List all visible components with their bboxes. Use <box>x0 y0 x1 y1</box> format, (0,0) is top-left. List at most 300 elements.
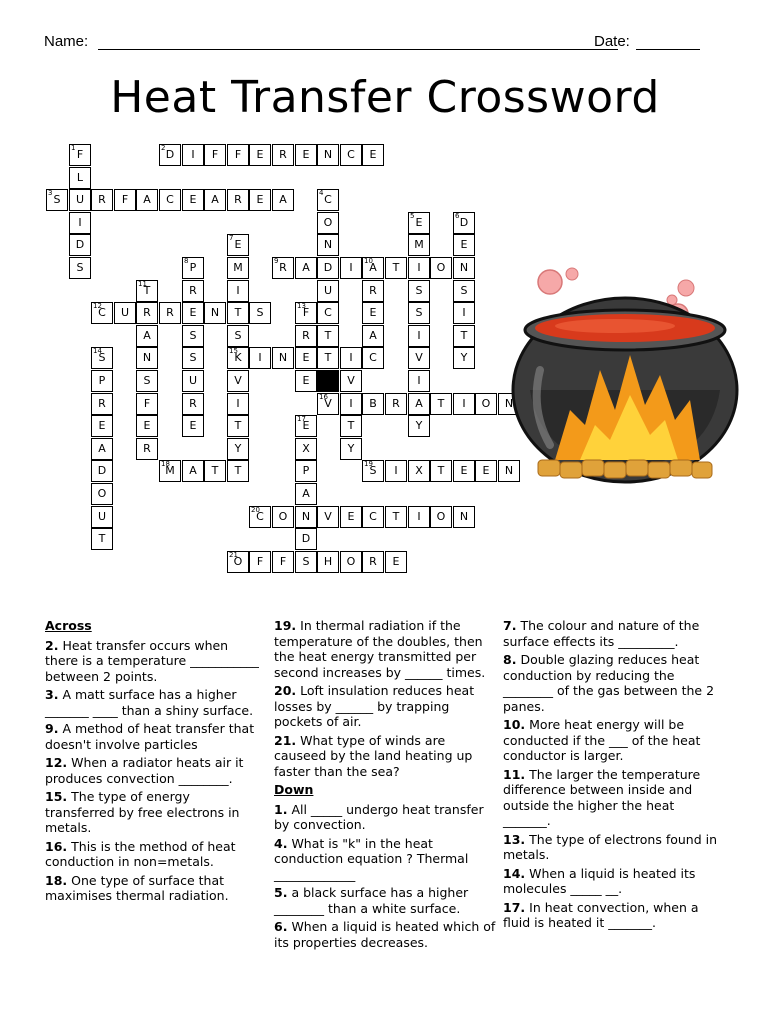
cell-letter: R <box>143 442 151 455</box>
crossword-cell[interactable] <box>91 370 113 392</box>
crossword-cell[interactable] <box>227 302 249 324</box>
crossword-cell[interactable] <box>430 257 452 279</box>
cell-letter: F <box>302 306 310 319</box>
cell-letter: E <box>256 148 264 161</box>
crossword-cell[interactable] <box>408 325 430 347</box>
crossword-cell[interactable] <box>385 506 407 528</box>
crossword-cell[interactable] <box>295 460 317 482</box>
cell-letter: R <box>279 148 287 161</box>
down-heading: Down <box>274 782 314 797</box>
clue-down-10: 10. More heat energy will be conducted if the ___ of the heat conductor is larger. <box>503 717 701 763</box>
crossword-cell[interactable] <box>453 393 475 415</box>
crossword-cell[interactable] <box>430 506 452 528</box>
cell-letter: A <box>143 193 151 206</box>
crossword-cell[interactable] <box>453 506 475 528</box>
cell-letter: S <box>53 193 61 206</box>
cell-letter: N <box>210 306 220 319</box>
cell-letter: R <box>189 397 197 410</box>
cell-letter: T <box>392 261 400 274</box>
cell-letter: F <box>234 148 242 161</box>
crossword-cell[interactable] <box>385 460 407 482</box>
crossword-cell[interactable] <box>408 212 430 234</box>
cell-letter: Y <box>234 442 242 455</box>
cell-letter: A <box>143 329 151 342</box>
clue-number: 8 <box>184 257 189 265</box>
cell-letter: C <box>369 351 377 364</box>
crossword-cell[interactable] <box>159 189 181 211</box>
cell-letter: D <box>459 216 469 229</box>
crossword-cell[interactable] <box>69 167 91 189</box>
cell-letter: I <box>417 374 421 387</box>
cell-letter: T <box>460 329 468 342</box>
crossword-cell[interactable] <box>136 347 158 369</box>
crossword-cell[interactable] <box>340 506 362 528</box>
cell-letter: C <box>166 193 174 206</box>
crossword-cell[interactable] <box>362 347 384 369</box>
crossword-cell[interactable] <box>136 415 158 437</box>
crossword-cell[interactable] <box>182 302 204 324</box>
crossword-cell[interactable] <box>475 460 497 482</box>
cell-letter: T <box>234 419 242 432</box>
cell-letter: S <box>189 329 197 342</box>
cell-letter: R <box>98 397 106 410</box>
cell-letter: N <box>459 510 469 523</box>
clue-number: 21 <box>229 551 238 559</box>
cell-letter: I <box>349 351 353 364</box>
clue-number: 7 <box>229 234 234 242</box>
crossword-cell[interactable] <box>408 506 430 528</box>
cell-letter: E <box>392 555 400 568</box>
cell-letter: U <box>323 284 333 297</box>
crossword-cell[interactable] <box>69 257 91 279</box>
crossword-cell[interactable] <box>182 144 204 166</box>
crossword-cell[interactable] <box>362 302 384 324</box>
crossword-cell[interactable] <box>295 528 317 550</box>
cell-letter: E <box>460 464 468 477</box>
crossword-cell[interactable] <box>362 506 384 528</box>
crossword-cell[interactable] <box>385 393 407 415</box>
crossword-cell[interactable] <box>295 415 317 437</box>
cell-letter: I <box>191 148 195 161</box>
crossword-cell[interactable] <box>453 325 475 347</box>
crossword-cell[interactable] <box>385 257 407 279</box>
crossword-cell[interactable] <box>408 234 430 256</box>
cell-letter: O <box>323 216 333 229</box>
cell-letter: E <box>482 464 490 477</box>
crossword-cell[interactable] <box>91 189 113 211</box>
crossword-cell[interactable] <box>453 212 475 234</box>
crossword-cell[interactable] <box>295 506 317 528</box>
crossword-cell[interactable] <box>408 370 430 392</box>
crossword-cell[interactable] <box>249 347 271 369</box>
crossword-cell[interactable] <box>227 280 249 302</box>
clue-down-6: 6. When a liquid is heated which of its properties decreases. <box>274 919 496 950</box>
cell-letter: A <box>279 193 287 206</box>
cell-letter: R <box>98 193 106 206</box>
cauldron-fire-icon <box>500 260 750 490</box>
crossword-cell[interactable] <box>227 393 249 415</box>
cell-letter: I <box>349 261 353 274</box>
clues-column-3 <box>503 618 725 934</box>
crossword-cell[interactable] <box>295 325 317 347</box>
crossword-cell[interactable] <box>295 438 317 460</box>
cell-letter: X <box>415 464 423 477</box>
crossword-cell[interactable] <box>227 460 249 482</box>
cell-letter: O <box>233 555 243 568</box>
clue-number: 5 <box>410 212 415 220</box>
cell-letter: R <box>279 261 287 274</box>
cell-letter: K <box>234 351 242 364</box>
crossword-cell[interactable] <box>340 393 362 415</box>
bubble-icon <box>566 268 578 280</box>
crossword-cell[interactable] <box>295 302 317 324</box>
bubble-icon <box>538 270 562 294</box>
crossword-cell[interactable] <box>453 257 475 279</box>
crossword-cell[interactable] <box>272 189 294 211</box>
clue-down-13: 13. The type of electrons found in metals. <box>503 831 718 862</box>
cell-letter: E <box>460 238 468 251</box>
cell-letter: P <box>302 464 310 477</box>
cell-letter: S <box>98 351 106 364</box>
crossword-cell[interactable] <box>204 302 226 324</box>
cell-letter: O <box>346 555 356 568</box>
crossword-cell[interactable] <box>91 528 113 550</box>
clue-number: 13 <box>297 302 306 310</box>
clue-across-21: 21. What type of winds are causeed by the land heating up faster than the sea? <box>274 732 473 779</box>
crossword-cell[interactable] <box>272 257 294 279</box>
crossword-cell[interactable] <box>159 460 181 482</box>
crossword-cell[interactable] <box>69 189 91 211</box>
cell-letter: T <box>324 329 332 342</box>
crossword-cell[interactable] <box>227 325 249 347</box>
clue-down-5: 5. a black surface has a higher ________ than a white surface. <box>274 885 469 916</box>
clue-across-15: 15. The type of energy transferred by free electrons in metals. <box>45 789 240 835</box>
crossword-cell[interactable] <box>227 415 249 437</box>
cell-letter: R <box>302 329 310 342</box>
crossword-cell[interactable] <box>249 189 271 211</box>
cell-letter: F <box>256 555 264 568</box>
blocked-cell <box>317 370 339 392</box>
cell-letter: M <box>233 261 243 274</box>
clue-across-3: 3. A matt surface has a higher _______ ____ than a shiny surface. <box>45 687 254 718</box>
cell-letter: V <box>234 374 242 387</box>
clue-across-2: 2. Heat transfer occurs when there is a temperature ___________ between 2 points. <box>45 637 259 684</box>
cell-letter: R <box>166 306 174 319</box>
cell-letter: C <box>324 193 332 206</box>
crossword-cell[interactable] <box>317 347 339 369</box>
cell-letter: O <box>481 397 491 410</box>
crossword-cell[interactable] <box>227 370 249 392</box>
crossword-cell[interactable] <box>295 347 317 369</box>
crossword-cell[interactable] <box>91 438 113 460</box>
crossword-cell[interactable] <box>408 415 430 437</box>
crossword-cell[interactable] <box>227 144 249 166</box>
crossword-cell[interactable] <box>317 302 339 324</box>
cell-letter: T <box>234 464 242 477</box>
crossword-cell[interactable] <box>136 189 158 211</box>
cell-letter: F <box>76 148 84 161</box>
cell-letter: I <box>349 397 353 410</box>
crossword-cell[interactable] <box>295 144 317 166</box>
cell-letter: T <box>324 351 332 364</box>
crossword-cell[interactable] <box>182 370 204 392</box>
cell-letter: N <box>142 351 152 364</box>
crossword-cell[interactable] <box>317 393 339 415</box>
cell-letter: A <box>98 442 106 455</box>
clue-down-1: 1. All _____ undergo heat transfer by convection. <box>274 801 484 832</box>
cell-letter: I <box>78 216 82 229</box>
crossword-cell[interactable] <box>69 212 91 234</box>
clue-number: 18 <box>161 460 170 468</box>
crossword-cell[interactable] <box>182 460 204 482</box>
clue-number: 1 <box>71 144 76 152</box>
crossword-cell[interactable] <box>91 393 113 415</box>
cell-letter: S <box>415 306 423 319</box>
cell-letter: E <box>302 351 310 364</box>
clue-number: 4 <box>319 189 324 197</box>
clue-number: 20 <box>251 506 260 514</box>
crossword-cell[interactable] <box>227 347 249 369</box>
clue-number: 12 <box>93 302 102 310</box>
crossword-cell[interactable] <box>91 415 113 437</box>
crossword-cell[interactable] <box>317 189 339 211</box>
crossword-cell[interactable] <box>227 551 249 573</box>
crossword-cell[interactable] <box>295 257 317 279</box>
cell-letter: R <box>392 397 400 410</box>
clue-across-16: 16. This is the method of heat conduction in non=metals. <box>45 838 236 869</box>
crossword-cell[interactable] <box>182 347 204 369</box>
crossword-cell[interactable] <box>430 460 452 482</box>
cell-letter: O <box>97 487 107 500</box>
cell-letter: U <box>75 193 85 206</box>
crossword-cell[interactable] <box>91 460 113 482</box>
crossword-cell[interactable] <box>340 347 362 369</box>
crossword-cell[interactable] <box>430 393 452 415</box>
crossword-cell[interactable] <box>453 460 475 482</box>
crossword-cell[interactable] <box>159 144 181 166</box>
cell-letter: P <box>98 374 106 387</box>
cell-letter: M <box>414 238 424 251</box>
cell-letter: F <box>211 148 219 161</box>
clue-number: 15 <box>229 347 238 355</box>
cell-letter: S <box>256 306 264 319</box>
cell-letter: R <box>369 555 377 568</box>
crossword-cell[interactable] <box>204 460 226 482</box>
cell-letter: S <box>76 261 84 274</box>
cell-letter: D <box>323 261 333 274</box>
cell-letter: S <box>415 284 423 297</box>
crossword-cell[interactable] <box>136 370 158 392</box>
cell-letter: A <box>302 487 310 500</box>
cell-letter: D <box>75 238 85 251</box>
crossword-cell[interactable] <box>136 280 158 302</box>
cell-letter: D <box>97 464 107 477</box>
crossword-cell[interactable] <box>114 302 136 324</box>
crossword-cell[interactable] <box>227 438 249 460</box>
crossword-cell[interactable] <box>204 144 226 166</box>
cell-letter: R <box>143 306 151 319</box>
cell-letter: S <box>460 284 468 297</box>
clue-across-18: 18. One type of surface that maximises thermal radiation. <box>45 872 229 903</box>
cell-letter: N <box>323 148 333 161</box>
crossword-cell[interactable] <box>362 551 384 573</box>
crossword-cell[interactable] <box>295 370 317 392</box>
crossword-cell[interactable] <box>340 144 362 166</box>
crossword-cell[interactable] <box>227 189 249 211</box>
clue-number: 6 <box>455 212 460 220</box>
crossword-cell[interactable] <box>249 302 271 324</box>
cell-letter: C <box>98 306 106 319</box>
crossword-cell[interactable] <box>272 347 294 369</box>
crossword-cell[interactable] <box>91 483 113 505</box>
clue-number: 3 <box>48 189 53 197</box>
crossword-cell[interactable] <box>408 393 430 415</box>
crossword-cell[interactable] <box>362 144 384 166</box>
crossword-cell[interactable] <box>69 144 91 166</box>
crossword-cell[interactable] <box>362 460 384 482</box>
crossword-cell[interactable] <box>159 302 181 324</box>
crossword-cell[interactable] <box>204 189 226 211</box>
cell-letter: V <box>324 510 332 523</box>
cell-letter: F <box>279 555 287 568</box>
crossword-cell[interactable] <box>136 393 158 415</box>
crossword-cell[interactable] <box>227 234 249 256</box>
cell-letter: L <box>76 171 84 184</box>
crossword-cell[interactable] <box>385 551 407 573</box>
crossword-cell[interactable] <box>340 415 362 437</box>
crossword-cell[interactable] <box>453 234 475 256</box>
cell-letter: C <box>256 510 264 523</box>
crossword-cell[interactable] <box>69 234 91 256</box>
crossword-cell[interactable] <box>317 280 339 302</box>
crossword-cell[interactable] <box>317 325 339 347</box>
crossword-cell[interactable] <box>182 393 204 415</box>
cell-letter: I <box>258 351 262 364</box>
cell-letter: A <box>369 261 377 274</box>
crossword-cell[interactable] <box>317 506 339 528</box>
crossword-cell[interactable] <box>362 325 384 347</box>
cell-letter: T <box>347 419 355 432</box>
bubble-icon <box>667 295 677 305</box>
cell-letter: H <box>323 555 333 568</box>
crossword-cell[interactable] <box>340 438 362 460</box>
crossword-cell[interactable] <box>317 551 339 573</box>
cell-letter: P <box>189 261 197 274</box>
cell-letter: T <box>234 306 242 319</box>
clue-across-20: 20. Loft insulation reduces heat losses by ______ by trapping pockets of air. <box>274 683 475 729</box>
crossword-cell[interactable] <box>408 460 430 482</box>
crossword-cell[interactable] <box>136 302 158 324</box>
cell-letter: I <box>462 397 466 410</box>
crossword-cell[interactable] <box>136 438 158 460</box>
crossword-cell[interactable] <box>362 280 384 302</box>
crossword-cell[interactable] <box>91 347 113 369</box>
cell-letter: F <box>143 397 151 410</box>
page-title: Heat Transfer Crossword <box>110 72 660 123</box>
cell-letter: O <box>436 261 446 274</box>
clue-number: 10 <box>364 257 373 265</box>
crossword-cell[interactable] <box>272 144 294 166</box>
cell-letter: E <box>369 148 377 161</box>
crossword-cell[interactable] <box>408 302 430 324</box>
crossword-cell[interactable] <box>182 257 204 279</box>
cell-letter: S <box>234 329 242 342</box>
crossword-cell[interactable] <box>46 189 68 211</box>
cell-letter: I <box>394 464 398 477</box>
crossword-cell[interactable] <box>408 347 430 369</box>
crossword-cell[interactable] <box>317 257 339 279</box>
cell-letter: O <box>278 510 288 523</box>
cell-letter: S <box>143 374 151 387</box>
crossword-cell[interactable] <box>136 325 158 347</box>
cell-letter: C <box>347 148 355 161</box>
cell-letter: N <box>504 397 514 410</box>
cell-letter: I <box>417 510 421 523</box>
crossword-cell[interactable] <box>272 551 294 573</box>
crossword-cell[interactable] <box>91 506 113 528</box>
cell-letter: I <box>417 261 421 274</box>
cell-letter: F <box>121 193 129 206</box>
crossword-cell[interactable] <box>249 144 271 166</box>
crossword-cell[interactable] <box>182 325 204 347</box>
crossword-cell[interactable] <box>91 302 113 324</box>
cell-letter: Y <box>460 351 468 364</box>
crossword-cell[interactable] <box>317 212 339 234</box>
crossword-cell[interactable] <box>340 370 362 392</box>
cell-letter: E <box>189 419 197 432</box>
cell-letter: I <box>417 329 421 342</box>
cell-letter: U <box>120 306 130 319</box>
crossword-cell[interactable] <box>317 144 339 166</box>
crossword-cell[interactable] <box>272 506 294 528</box>
cell-letter: V <box>347 374 355 387</box>
cell-letter: N <box>323 238 333 251</box>
crossword-cell[interactable] <box>249 506 271 528</box>
across-heading: Across <box>45 618 92 633</box>
cell-letter: T <box>392 510 400 523</box>
crossword-cell[interactable] <box>295 551 317 573</box>
crossword-cell[interactable] <box>362 393 384 415</box>
crossword-cell[interactable] <box>182 280 204 302</box>
crossword-cell[interactable] <box>408 280 430 302</box>
cell-letter: I <box>236 397 240 410</box>
crossword-cell[interactable] <box>475 393 497 415</box>
cell-letter: N <box>301 510 311 523</box>
cell-letter: N <box>504 464 514 477</box>
crossword-cell[interactable] <box>453 302 475 324</box>
crossword-cell[interactable] <box>249 551 271 573</box>
crossword-cell[interactable] <box>340 551 362 573</box>
crossword-cell[interactable] <box>453 280 475 302</box>
crossword-cell[interactable] <box>340 257 362 279</box>
cell-letter: C <box>324 306 332 319</box>
cell-letter: E <box>302 148 310 161</box>
crossword-cell[interactable] <box>453 347 475 369</box>
crossword-cell[interactable] <box>182 415 204 437</box>
crossword-cell[interactable] <box>114 189 136 211</box>
crossword-cell[interactable] <box>227 257 249 279</box>
cell-letter: X <box>302 442 310 455</box>
crossword-cell[interactable] <box>408 257 430 279</box>
crossword-cell[interactable] <box>362 257 384 279</box>
crossword-cell[interactable] <box>182 189 204 211</box>
cell-letter: N <box>459 261 469 274</box>
cell-letter: Y <box>415 419 423 432</box>
crossword-cell[interactable] <box>317 234 339 256</box>
crossword-cell[interactable] <box>295 483 317 505</box>
clue-down-8: 8. Double glazing reduces heat conduction by reducing the ________ of the gas between the 2 panes. <box>503 652 715 714</box>
cell-letter: T <box>211 464 219 477</box>
